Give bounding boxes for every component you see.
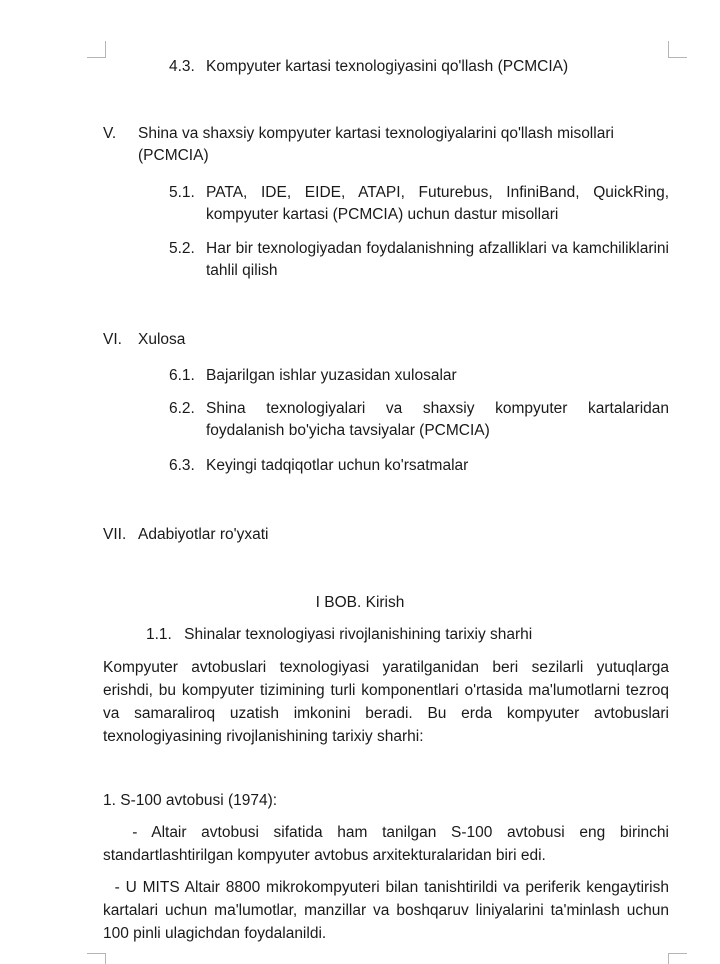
s100-heading: 1. S-100 avtobusi (1974): — [103, 792, 278, 809]
toc-item-vi — [103, 329, 669, 351]
toc-item-5-2 — [169, 238, 669, 282]
toc-text: Har bir texnologiyadan foydalanishning afzalliklari va kamchiliklarini tahlil qilish — [206, 240, 669, 279]
section-title: Shinalar texnologiyasi rivojlanishining tarixiy sharhi — [184, 626, 533, 643]
toc-number: V. — [103, 125, 117, 142]
crop-mark-bottom-right — [668, 953, 687, 964]
bullet-paragraph-2: - U MITS Altair 8800 mikrokompyuteri bilan tanishtirildi va periferik kengaytirish kartalari uchun ma'lumotlar, manzillar va boshqaruv liniyalarini ta'minlash uchun 100 pinli ulagichdan foydalanildi. — [103, 879, 674, 942]
toc-number: 6.1. — [169, 367, 195, 384]
toc-text: Adabiyotlar ro'yxati — [138, 526, 269, 543]
section-heading — [146, 624, 666, 646]
toc-item-6-1 — [169, 365, 669, 387]
toc-text: PATA, IDE, EIDE, ATAPI, Futurebus, InfiniBand, QuickRing, kompyuter kartasi (PCMCIA) uchun dastur misollari — [206, 184, 669, 223]
toc-text: Keyingi tadqiqotlar uchun ko'rsatmalar — [206, 457, 469, 474]
toc-number: 6.2. — [169, 400, 195, 417]
toc-number: 4.3. — [169, 58, 195, 75]
toc-item-v — [103, 123, 669, 167]
toc-item-4-3 — [169, 56, 669, 78]
toc-item-6-3 — [169, 455, 669, 477]
crop-mark-top-left — [87, 41, 106, 58]
toc-item-vii — [103, 524, 669, 546]
toc-number: 5.2. — [169, 240, 195, 257]
toc-text: Shina va shaxsiy kompyuter kartasi texnologiyalarini qo'llash misollari (PCMCIA) — [138, 125, 614, 164]
toc-text: Bajarilgan ishlar yuzasidan xulosalar — [206, 367, 457, 384]
crop-mark-bottom-left — [87, 953, 106, 964]
bullet-paragraph-1: - Altair avtobusi sifatida ham tanilgan S-100 avtobusi eng birinchi standartlashtirilgan kompyuter avtobus arxitekturalaridan biri edi. — [103, 824, 674, 864]
toc-item-6-2 — [169, 398, 669, 442]
toc-text: Shina texnologiyalari va shaxsiy kompyuter kartalaridan foydalanish bo'yicha tavsiyalar (PCMCIA) — [206, 400, 669, 439]
toc-number: VII. — [103, 526, 127, 543]
intro-paragraph: Kompyuter avtobuslari texnologiyasi yaratilganidan beri sezilarli yutuqlarga erishdi, bu kompyuter tizimining turli komponentlari o'rtasida ma'lumotlarni tezroq va samaraliroq uzatish imkonini beradi. Bu erda kompyuter avtobuslari texnologiyasining rivojlanishining tarixiy sharhi: — [103, 659, 669, 745]
toc-number: 6.3. — [169, 457, 195, 474]
toc-number: 5.1. — [169, 184, 195, 201]
toc-text: Xulosa — [138, 331, 186, 348]
crop-mark-top-right — [668, 41, 687, 58]
section-number: 1.1. — [146, 626, 172, 643]
toc-text: Kompyuter kartasi texnologiyasini qo'llash (PCMCIA) — [206, 58, 569, 75]
chapter-title: I BOB. Kirish — [315, 594, 405, 611]
toc-item-5-1 — [169, 182, 669, 226]
toc-number: VI. — [103, 331, 122, 348]
